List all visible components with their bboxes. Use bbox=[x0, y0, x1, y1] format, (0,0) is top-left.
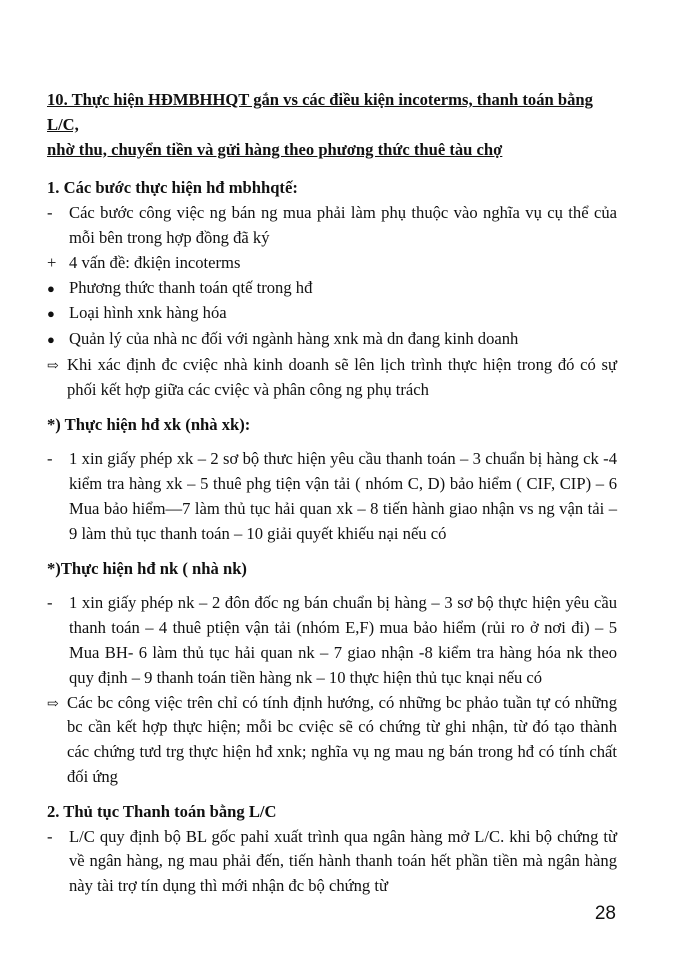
bullet-icon: ● bbox=[47, 280, 55, 296]
subsection-2-heading: 2. Thủ tục Thanh toán bằng L/C bbox=[47, 801, 277, 821]
dash-item bbox=[47, 591, 617, 690]
export-heading: *) Thực hiện hđ xk (nhà xk): bbox=[47, 414, 251, 434]
import-steps-text: 1 xin giấy phép nk – 2 đôn đốc ng bán chuẩn bị hàng – 3 sơ bộ thực hiện yêu cầu thanh toán – 4 thuê ptiện vận tải (nhóm E,F) mua bảo hiểm (rủi ro ở nơi đi) – 5 Mua BH- 6 làm thủ tục hải quan nk – 7 giao nhận -8 kiểm tra hàng hóa nk theo quy định – 9 thanh toán tiền hàng nk – 10 thực hiện thủ tục knại nếu có bbox=[69, 593, 617, 687]
arrow-right-icon: ⇨ bbox=[47, 358, 59, 374]
export-steps-text: 1 xin giấy phép xk – 2 sơ bộ thưc hiện yêu cầu thanh toán – 3 chuẩn bị hàng ck -4 kiểm tra hàng xk – 5 thuê phg tiện vận tải ( nhóm C, D) bảo hiểm ( CIF, CIP) – 6 Mua bảo hiểm—7 làm thủ tục hải quan xk – 8 tiến hành giao nhận vs ng vận tải – 9 làm thủ tục thanh toán – 10 giải quyết khiếu nại nếu có bbox=[69, 449, 617, 543]
dash-marker: - bbox=[47, 826, 53, 846]
dash-item-text: Các bước công việc ng bán ng mua phải làm phụ thuộc vào nghĩa vụ cụ thể của mỗi bên trong hợp đồng đã ký bbox=[69, 203, 617, 247]
bullet-item bbox=[47, 276, 617, 302]
arrow-item-text: Các bc công việc trên chỉ có tính định hướng, có những bc phảo tuần tự có những bc cần kết hợp thực hiện; mỗi bc cviệc sẽ có chứng từ ghi nhận, từ đó tạo thành các chứng tưd trg thực hiện hđ xnk; nghĩa vụ ng mau ng bán trong hđ có tính chất đối ứng bbox=[67, 692, 617, 786]
arrow-item-text: Khi xác định đc cviệc nhà kinh doanh sẽ lên lịch trình thực hiện trong đó có sự phối kết hợp giữa các cviệc và phân công ng phụ trách bbox=[67, 354, 617, 399]
bullet-item-text: Loại hình xnk hàng hóa bbox=[69, 303, 227, 323]
bullet-icon: ● bbox=[47, 332, 55, 348]
plus-item-text: 4 vấn đề: đkiện incoterms bbox=[69, 252, 241, 272]
dash-item bbox=[47, 825, 617, 899]
bullet-icon: ● bbox=[47, 306, 55, 322]
dash-item bbox=[47, 201, 617, 251]
import-heading: *)Thực hiện hđ nk ( nhà nk) bbox=[47, 558, 247, 578]
dash-marker: - bbox=[47, 449, 53, 469]
bullet-item-text: Quản lý của nhà nc đối với ngành hàng xnk mà dn đang kinh doanh bbox=[69, 329, 519, 349]
bullet-item bbox=[47, 327, 617, 353]
subsection-1-heading: 1. Các bước thực hiện hđ mbhhqtế: bbox=[47, 178, 298, 198]
arrow-item bbox=[47, 353, 617, 403]
arrow-right-icon: ⇨ bbox=[47, 696, 59, 712]
page-number: 28 bbox=[594, 903, 616, 924]
dash-marker: - bbox=[47, 593, 53, 613]
page-content bbox=[47, 88, 617, 899]
bullet-item bbox=[47, 301, 617, 327]
dash-marker: - bbox=[47, 203, 53, 223]
dash-item bbox=[47, 447, 617, 546]
section-title-line-1: 10. Thực hiện HĐMBHHQT gắn vs các điều kiện incoterms, thanh toán bằng L/C, bbox=[47, 90, 593, 134]
lc-procedure-text: L/C quy định bộ BL gốc pahỉ xuất trình qua ngân hàng mở L/C. khi bộ chứng từ về ngân hàng, ng mau phải đến, tiến hành thanh toán hết phần tiền mà ngân hàng này tài trợ tín dụng thì mới nhận đc bộ chứng từ bbox=[69, 826, 617, 896]
plus-marker: + bbox=[47, 252, 57, 272]
section-title-line-2: nhờ thu, chuyển tiền và gửi hàng theo phương thức thuê tàu chợ bbox=[47, 139, 503, 159]
bullet-item-text: Phương thức thanh toán qtế trong hđ bbox=[69, 277, 313, 297]
plus-item bbox=[47, 251, 617, 276]
arrow-item bbox=[47, 691, 617, 790]
